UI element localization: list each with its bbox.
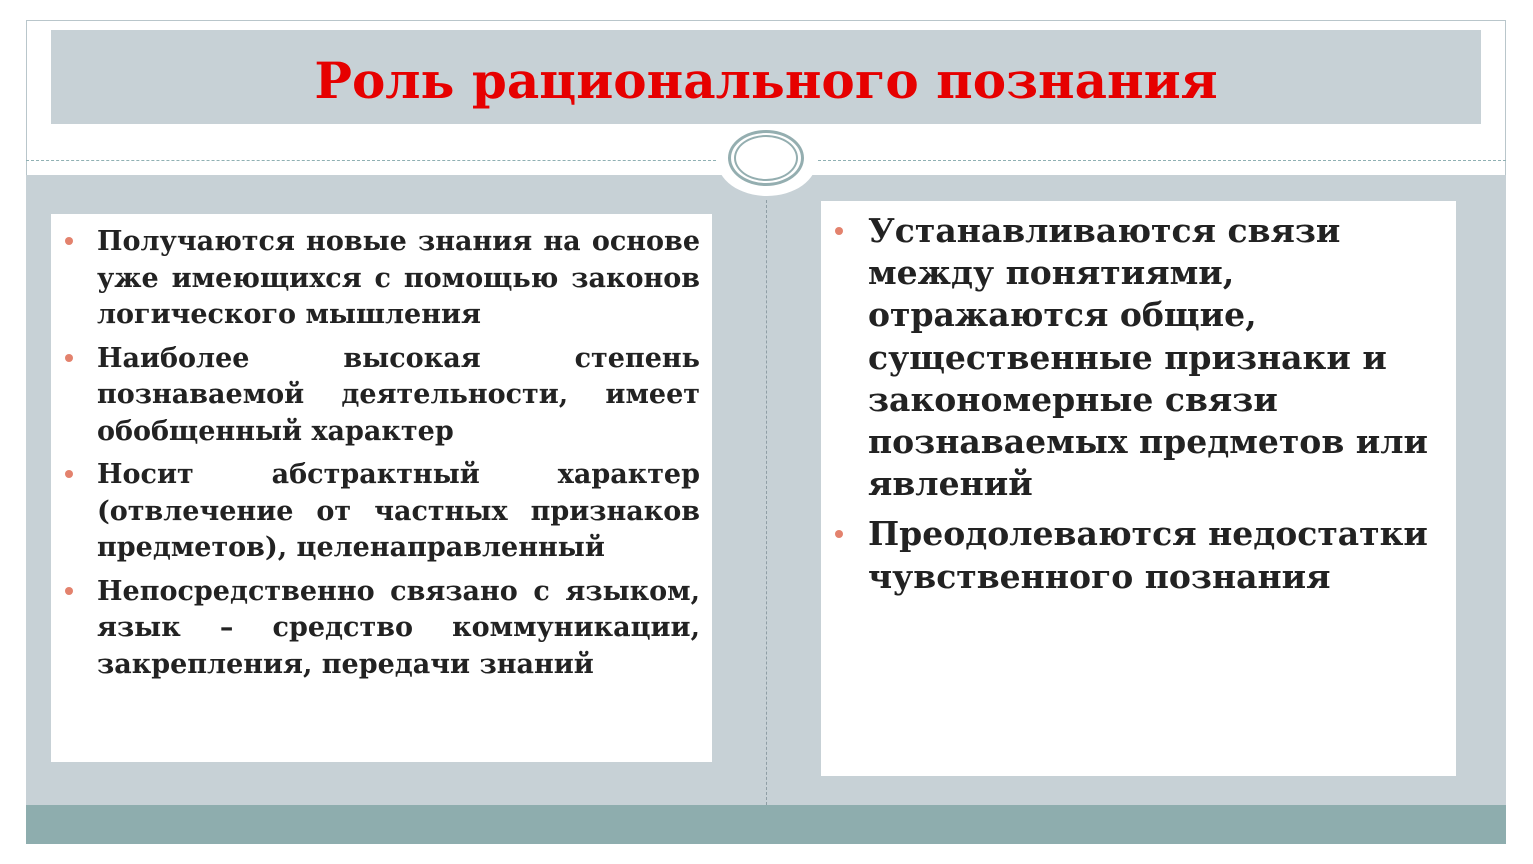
- separator-line-right: [818, 160, 1506, 161]
- list-item: Получаются новые знания на основе уже имеющихся с помощью законов логического мышления: [97, 224, 700, 334]
- left-bullet-list: [97, 224, 700, 683]
- title-band: [51, 30, 1481, 124]
- separator-line-left: [26, 160, 716, 161]
- footer-band: [26, 805, 1506, 844]
- ornament-inner-ring-icon: [734, 135, 798, 181]
- list-item: Наиболее высокая степень познаваемой деятельности, имеет обобщенный характер: [97, 341, 700, 451]
- list-item: Носит абстрактный характер (отвлечение от частных признаков предметов), целенаправленный: [97, 457, 700, 567]
- slide-title: Роль рационального познания: [314, 51, 1218, 110]
- column-divider: [766, 200, 767, 805]
- left-text-panel: [51, 214, 712, 762]
- list-item: Преодолеваются недостатки чувственного познания: [868, 513, 1442, 597]
- list-item: Устанавливаются связи между понятиями, отражаются общие, существенные признаки и закономерные связи познаваемых предметов или явлений: [868, 210, 1442, 505]
- list-item: Непосредственно связано с языком, язык – средство коммуникации, закрепления, передачи знаний: [97, 574, 700, 684]
- right-bullet-list: [868, 210, 1442, 598]
- right-text-panel: [821, 201, 1456, 776]
